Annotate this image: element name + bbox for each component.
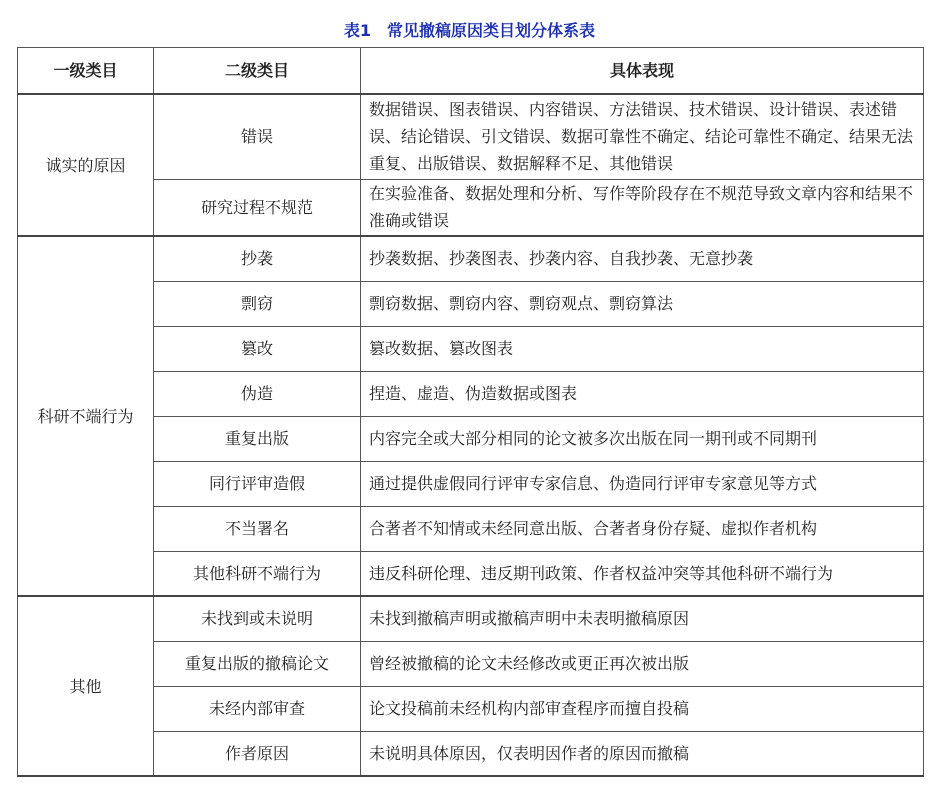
detail-cell: 内容完全或大部分相同的论文被多次出版在同一期刊或不同期刊 — [361, 416, 924, 461]
level2-category: 同行评审造假 — [154, 461, 361, 506]
table-row — [18, 686, 924, 731]
level2-category: 不当署名 — [154, 506, 361, 551]
detail-cell: 捏造、虚造、伪造数据或图表 — [361, 371, 924, 416]
level2-category: 研究过程不规范 — [154, 179, 361, 236]
table-row — [18, 551, 924, 596]
level2-category: 重复出版 — [154, 416, 361, 461]
detail-cell: 论文投稿前未经机构内部审查程序而擅自投稿 — [361, 686, 924, 731]
detail-cell: 曾经被撤稿的论文未经修改或更正再次被出版 — [361, 641, 924, 686]
level2-category: 伪造 — [154, 371, 361, 416]
detail-cell: 数据错误、图表错误、内容错误、方法错误、技术错误、设计错误、表述错误、结论错误、引文错误、数据可靠性不确定、结论可靠性不确定、结果无法重复、出版错误、数据解释不足、其他错误 — [361, 94, 924, 179]
table-row — [18, 236, 924, 281]
level2-category: 重复出版的撤稿论文 — [154, 641, 361, 686]
table-row — [18, 731, 924, 776]
detail-cell: 抄袭数据、抄袭图表、抄袭内容、自我抄袭、无意抄袭 — [361, 236, 924, 281]
level2-category: 未找到或未说明 — [154, 596, 361, 641]
table-row — [18, 596, 924, 641]
level2-category: 未经内部审查 — [154, 686, 361, 731]
table-row — [18, 641, 924, 686]
table-row — [18, 281, 924, 326]
level1-category: 其他 — [18, 596, 154, 776]
detail-cell: 未说明具体原因，仅表明因作者的原因而撤稿 — [361, 731, 924, 776]
level2-category: 错误 — [154, 94, 361, 179]
detail-cell: 违反科研伦理、违反期刊政策、作者权益冲突等其他科研不端行为 — [361, 551, 924, 596]
table-row — [18, 416, 924, 461]
level2-category: 篡改 — [154, 326, 361, 371]
level2-category: 其他科研不端行为 — [154, 551, 361, 596]
header-detail: 具体表现 — [361, 48, 924, 95]
detail-cell: 篡改数据、篡改图表 — [361, 326, 924, 371]
table-row — [18, 94, 924, 179]
table-row — [18, 371, 924, 416]
detail-cell: 未找到撤稿声明或撤稿声明中未表明撤稿原因 — [361, 596, 924, 641]
table-row — [18, 506, 924, 551]
table-row — [18, 326, 924, 371]
header-level1: 一级类目 — [18, 48, 154, 95]
table-row — [18, 461, 924, 506]
table-header-row — [18, 48, 924, 95]
detail-cell: 剽窃数据、剽窃内容、剽窃观点、剽窃算法 — [361, 281, 924, 326]
level2-category: 作者原因 — [154, 731, 361, 776]
table-caption: 表1 常见撤稿原因类目划分体系表 — [343, 21, 596, 40]
header-level2: 二级类目 — [154, 48, 361, 95]
retraction-reasons-table — [17, 47, 924, 777]
level2-category: 剽窃 — [154, 281, 361, 326]
table-row — [18, 179, 924, 236]
level1-category: 科研不端行为 — [18, 236, 154, 596]
detail-cell: 通过提供虚假同行评审专家信息、伪造同行评审专家意见等方式 — [361, 461, 924, 506]
level1-category: 诚实的原因 — [18, 94, 154, 236]
detail-cell: 在实验准备、数据处理和分析、写作等阶段存在不规范导致文章内容和结果不准确或错误 — [361, 179, 924, 236]
level2-category: 抄袭 — [154, 236, 361, 281]
detail-cell: 合著者不知情或未经同意出版、合著者身份存疑、虚拟作者机构 — [361, 506, 924, 551]
